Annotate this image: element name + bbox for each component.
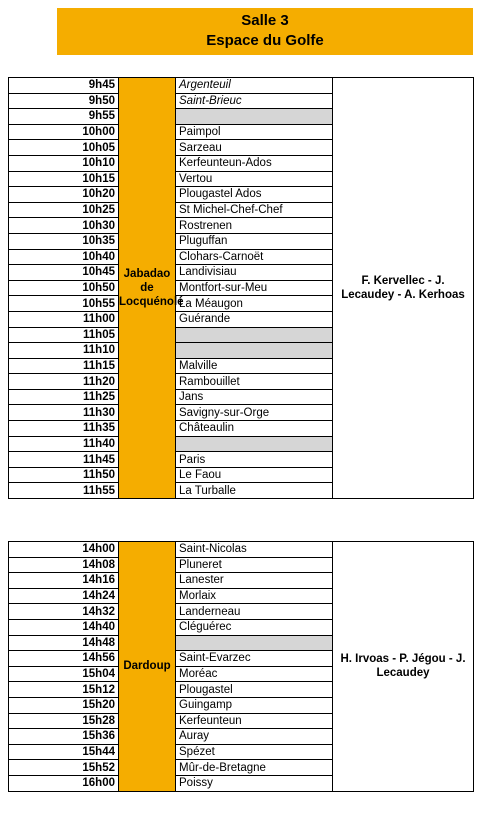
time-cell: 10h05 — [9, 140, 119, 156]
time-cell: 15h12 — [9, 682, 119, 698]
page-title: Salle 3 — [241, 12, 289, 29]
time-cell: 10h25 — [9, 202, 119, 218]
empty-slot — [176, 109, 333, 125]
table-row — [9, 78, 474, 94]
time-cell: 16h00 — [9, 775, 119, 791]
header-banner — [57, 8, 473, 55]
city-cell: Auray — [176, 729, 333, 745]
city-cell: Savigny-sur-Orge — [176, 405, 333, 421]
time-cell: 11h40 — [9, 436, 119, 452]
city-cell: Moréac — [176, 666, 333, 682]
city-cell: Châteaulin — [176, 421, 333, 437]
city-cell: Vertou — [176, 171, 333, 187]
city-cell: Landivisiau — [176, 265, 333, 281]
city-cell: Kerfeunteun-Ados — [176, 155, 333, 171]
city-cell: Sarzeau — [176, 140, 333, 156]
time-cell: 10h10 — [9, 155, 119, 171]
city-cell: Cléguérec — [176, 619, 333, 635]
city-cell: Jans — [176, 389, 333, 405]
city-cell: Saint-Nicolas — [176, 542, 333, 558]
time-cell: 14h24 — [9, 588, 119, 604]
city-cell: La Turballe — [176, 483, 333, 499]
city-cell: Landerneau — [176, 604, 333, 620]
city-cell: Morlaix — [176, 588, 333, 604]
time-cell: 11h20 — [9, 374, 119, 390]
time-cell: 10h15 — [9, 171, 119, 187]
city-cell: Le Faou — [176, 467, 333, 483]
city-cell: Plougastel Ados — [176, 187, 333, 203]
schedule-table-afternoon — [8, 541, 474, 792]
page-subtitle: Espace du Golfe — [206, 32, 324, 49]
time-cell: 9h45 — [9, 78, 119, 94]
time-cell: 10h20 — [9, 187, 119, 203]
time-cell: 11h00 — [9, 311, 119, 327]
city-cell: Mûr-de-Bretagne — [176, 760, 333, 776]
city-cell: Rambouillet — [176, 374, 333, 390]
city-cell: Poissy — [176, 775, 333, 791]
time-cell: 10h35 — [9, 233, 119, 249]
group-name: Jabadao de Locquénolé — [119, 78, 176, 499]
time-cell: 10h30 — [9, 218, 119, 234]
group-name: Dardoup — [119, 542, 176, 792]
time-cell: 10h45 — [9, 265, 119, 281]
time-cell: 14h00 — [9, 542, 119, 558]
table-row — [9, 542, 474, 558]
empty-slot — [176, 327, 333, 343]
time-cell: 9h55 — [9, 109, 119, 125]
city-cell: Rostrenen — [176, 218, 333, 234]
time-cell: 11h05 — [9, 327, 119, 343]
schedule-table-morning — [8, 77, 474, 499]
city-cell: Paris — [176, 452, 333, 468]
city-cell: Argenteuil — [176, 78, 333, 94]
time-cell: 14h08 — [9, 557, 119, 573]
city-cell: Saint-Brieuc — [176, 93, 333, 109]
city-cell: Lanester — [176, 573, 333, 589]
city-cell: Paimpol — [176, 124, 333, 140]
city-cell: Spézet — [176, 744, 333, 760]
city-cell: Plougastel — [176, 682, 333, 698]
time-cell: 11h35 — [9, 421, 119, 437]
city-cell: Malville — [176, 358, 333, 374]
time-cell: 15h20 — [9, 697, 119, 713]
time-cell: 11h10 — [9, 343, 119, 359]
time-cell: 11h50 — [9, 467, 119, 483]
time-cell: 10h00 — [9, 124, 119, 140]
time-cell: 14h32 — [9, 604, 119, 620]
time-cell: 10h40 — [9, 249, 119, 265]
empty-slot — [176, 635, 333, 651]
jury-names: F. Kervellec - J. Lecaudey - A. Kerhoas — [333, 78, 474, 499]
empty-slot — [176, 343, 333, 359]
city-cell: Kerfeunteun — [176, 713, 333, 729]
time-cell: 15h04 — [9, 666, 119, 682]
city-cell: Pluneret — [176, 557, 333, 573]
city-cell: Guérande — [176, 311, 333, 327]
time-cell: 10h50 — [9, 280, 119, 296]
time-cell: 15h28 — [9, 713, 119, 729]
jury-names: H. Irvoas - P. Jégou - J. Lecaudey — [333, 542, 474, 792]
time-cell: 15h36 — [9, 729, 119, 745]
city-cell: Montfort-sur-Meu — [176, 280, 333, 296]
time-cell: 14h40 — [9, 619, 119, 635]
time-cell: 11h55 — [9, 483, 119, 499]
time-cell: 11h30 — [9, 405, 119, 421]
city-cell: La Méaugon — [176, 296, 333, 312]
city-cell: Guingamp — [176, 697, 333, 713]
time-cell: 15h52 — [9, 760, 119, 776]
city-cell: Saint-Evarzec — [176, 651, 333, 667]
city-cell: St Michel-Chef-Chef — [176, 202, 333, 218]
time-cell: 9h50 — [9, 93, 119, 109]
time-cell: 10h55 — [9, 296, 119, 312]
time-cell: 11h15 — [9, 358, 119, 374]
time-cell: 14h16 — [9, 573, 119, 589]
empty-slot — [176, 436, 333, 452]
time-cell: 11h25 — [9, 389, 119, 405]
city-cell: Clohars-Carnoët — [176, 249, 333, 265]
city-cell: Pluguffan — [176, 233, 333, 249]
time-cell: 11h45 — [9, 452, 119, 468]
time-cell: 15h44 — [9, 744, 119, 760]
time-cell: 14h48 — [9, 635, 119, 651]
time-cell: 14h56 — [9, 651, 119, 667]
